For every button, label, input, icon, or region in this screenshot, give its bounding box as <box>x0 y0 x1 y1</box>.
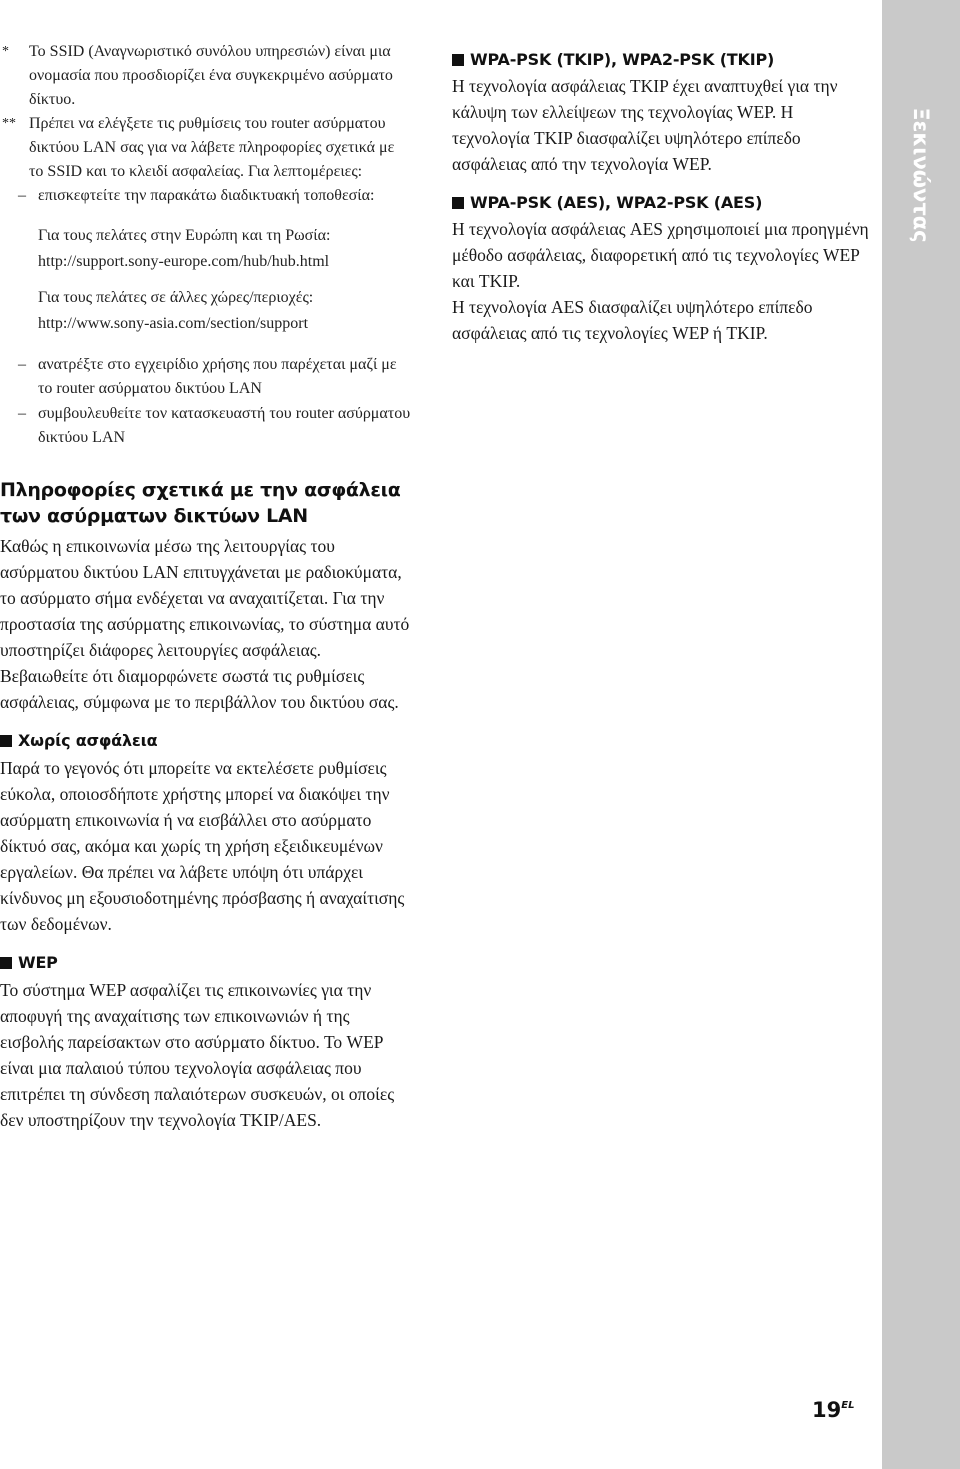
square-bullet-icon <box>0 957 12 969</box>
footnote-mark: ** <box>2 116 16 131</box>
security-heading <box>0 477 412 529</box>
no-security-title: Χωρίς ασφάλεια <box>18 730 158 750</box>
footnote-text: Πρέπει να ελέγξετε τις ρυθμίσεις του router ασύρματου δικτύου LAN σας για να λάβετε πληροφορίες σχετικά με το SSID και το κλειδί ασφαλείας. Για λεπτομέρειες: <box>29 115 395 180</box>
footnote-router <box>2 112 412 184</box>
wep-text: Το σύστημα WEP ασφαλίζει τις επικοινωνίες για την αποφυγή της αναχαίτισης των επικοινωνιών ή της εισβολής παρείσακτων στο ασύρματο δίκτυο. Το WEP είναι μια παλαιού τύπου τεχνολογία ασφάλειας που επιτρέπει τη σύνδεση παλαιότερων συσκευών, οι οποίες δεν υποστηρίζουν την τεχνολογία TKIP/AES. <box>0 979 395 1130</box>
square-bullet-icon <box>452 54 464 66</box>
website-europe-url[interactable]: http://support.sony-europe.com/hub/hub.html <box>38 252 330 270</box>
left-column <box>0 40 412 1133</box>
dash-item-text: επισκεφτείτε την παρακάτω διαδικτυακή τοποθεσία: <box>38 187 375 204</box>
aes-heading <box>452 191 872 215</box>
wep-title: WEP <box>18 952 58 972</box>
aes-title: WPA-PSK (AES), WPA2-PSK (AES) <box>470 193 763 212</box>
page-language-suffix: EL <box>841 1400 855 1411</box>
security-heading-line2: των ασύρματων δικτύων LAN <box>0 504 308 527</box>
dash-marker: – <box>18 187 26 204</box>
tkip-title: WPA-PSK (TKIP), WPA2-PSK (TKIP) <box>470 50 775 69</box>
no-security-text: Παρά το γεγονός ότι μπορείτε να εκτελέσετε ρυθμίσεις εύκολα, οποιοσδήποτε χρήστης μπορεί να διακόψει την ασύρματη επικοινωνία ή να εισβάλλει στο ασύρματο δίκτυό σας, ακόμα και χωρίς τη χρήση εξειδικευμένων εργαλείων. Θα πρέπει να λάβετε υπόψη ότι υπάρχει κίνδυνος μη εξουσιοδοτημένης πρόσβασης ή αναχαίτισης των δεδομένων. <box>0 757 405 934</box>
dash-item-website <box>0 184 412 209</box>
tkip-heading <box>452 48 872 72</box>
dash-item-text: ανατρέξτε στο εγχειρίδιο χρήσης που παρέχεται μαζί με το router ασύρματου δικτύου LAN <box>38 355 397 397</box>
footnote-text: Το SSID (Αναγνωριστικό συνόλου υπηρεσιών) είναι μια ονομασία που προσδιορίζει ένα συγκεκριμένο ασύρματο δίκτυο. <box>29 43 393 108</box>
side-tab-label: Ξεκινώντας <box>909 107 933 243</box>
dash-item-manual <box>0 353 412 402</box>
wep-heading <box>0 951 412 975</box>
no-security-heading <box>0 729 412 753</box>
website-other-label: Για τους πελάτες σε άλλες χώρες/περιοχές: <box>38 288 314 306</box>
security-heading-line1: Πληροφορίες σχετικά με την ασφάλεια <box>0 478 401 501</box>
aes-text-1: Η τεχνολογία ασφάλειας AES χρησιμοποιεί μια προηγμένη μέθοδο ασφάλειας, διαφορετική από τις τεχνολογίες WEP και TKIP. <box>452 219 869 291</box>
tkip-text: Η τεχνολογία ασφάλειας TKIP έχει αναπτυχθεί για την κάλυψη των ελλείψεων της τεχνολογίας WEP. Η τεχνολογία TKIP διασφαλίζει υψηλότερο επίπεδο ασφάλειας από την τεχνολογία WEP. <box>452 76 838 174</box>
website-europe-label: Για τους πελάτες στην Ευρώπη και τη Ρωσία: <box>38 226 331 244</box>
dash-item-manufacturer <box>0 402 412 451</box>
aes-text-2: Η τεχνολογία AES διασφαλίζει υψηλότερο επίπεδο ασφάλειας από τις τεχνολογίες WEP ή TKIP. <box>452 297 813 343</box>
dash-marker: – <box>18 355 26 373</box>
website-europe <box>0 223 412 275</box>
website-other-url[interactable]: http://www.sony-asia.com/section/support <box>38 314 309 332</box>
right-column <box>452 48 872 346</box>
website-other <box>0 285 412 337</box>
square-bullet-icon <box>452 197 464 209</box>
footnote-ssid <box>2 40 412 112</box>
square-bullet-icon <box>0 735 12 747</box>
security-intro: Καθώς η επικοινωνία μέσω της λειτουργίας του ασύρματου δικτύου LAN επιτυγχάνεται με ραδιοκύματα, το ασύρματο σήμα ενδέχεται να αναχαιτίζεται. Για την προστασία της ασύρματης επικοινωνίας, το σύστημα αυτό υποστηρίζει διάφορες λειτουργίες ασφάλειας. Βεβαιωθείτε ότι διαμορφώνετε σωστά τις ρυθμίσεις ασφάλειας, σύμφωνα με το περιβάλλον του δικτύου σας. <box>0 535 410 712</box>
dash-marker: – <box>18 404 26 422</box>
footnote-mark: * <box>2 44 9 59</box>
page-number <box>812 1398 854 1422</box>
dash-item-text: συμβουλευθείτε τον κατασκευαστή του router ασύρματου δικτύου LAN <box>38 404 411 446</box>
page-number-value: 19 <box>812 1398 842 1422</box>
